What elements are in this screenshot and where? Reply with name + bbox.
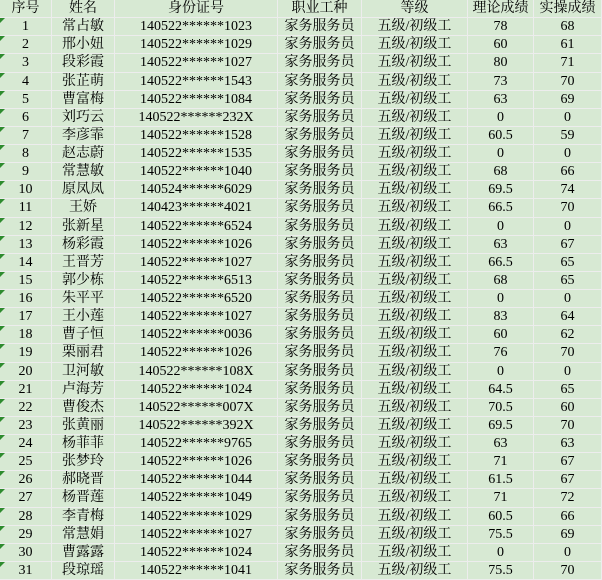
- id-number-cell[interactable]: 140522******1027: [115, 54, 278, 72]
- name-cell[interactable]: 邢小妞: [52, 36, 115, 54]
- serial-text: 24: [18, 436, 33, 452]
- serial-text: 23: [18, 417, 33, 433]
- serial-text: 25: [18, 454, 33, 470]
- practical-score-cell[interactable]: 67: [534, 236, 602, 254]
- serial-text: 3: [22, 55, 29, 71]
- practical-score-cell[interactable]: 72: [534, 489, 602, 507]
- serial-cell[interactable]: [0, 218, 52, 236]
- text-as-number-flag-icon: [0, 73, 5, 78]
- practical-score-cell[interactable]: 74: [534, 181, 602, 199]
- name-cell[interactable]: 郭少栋: [52, 272, 115, 290]
- id-number-cell[interactable]: 140522******1026: [115, 236, 278, 254]
- header-level[interactable]: 等级: [362, 0, 468, 18]
- level-cell[interactable]: 五级/初级工: [362, 526, 468, 544]
- id-number-cell[interactable]: 140522******0036: [115, 326, 278, 344]
- practical-score-cell[interactable]: 63: [534, 435, 602, 453]
- serial-text: 31: [18, 562, 33, 578]
- serial-cell[interactable]: [0, 181, 52, 199]
- text-as-number-flag-icon: [0, 508, 5, 513]
- occupation-cell[interactable]: 家务服务员: [278, 344, 362, 362]
- practical-score-cell[interactable]: 65: [534, 254, 602, 272]
- serial-cell[interactable]: [0, 109, 52, 127]
- level-cell[interactable]: 五级/初级工: [362, 36, 468, 54]
- id-number-cell[interactable]: 140522******1041: [115, 562, 278, 580]
- theory-score-cell[interactable]: 60.5: [468, 508, 534, 526]
- level-cell[interactable]: 五级/初级工: [362, 54, 468, 72]
- serial-cell[interactable]: [0, 308, 52, 326]
- practical-score-cell[interactable]: 0: [534, 544, 602, 562]
- serial-text: 29: [18, 526, 33, 542]
- practical-score-cell[interactable]: 0: [534, 218, 602, 236]
- text-as-number-flag-icon: [0, 18, 5, 23]
- serial-text: 6: [22, 109, 29, 125]
- theory-score-cell[interactable]: 0: [468, 109, 534, 127]
- text-as-number-flag-icon: [0, 381, 5, 386]
- practical-score-cell[interactable]: 67: [534, 453, 602, 471]
- name-cell[interactable]: 张新星: [52, 218, 115, 236]
- text-as-number-flag-icon: [0, 489, 5, 494]
- id-number-cell[interactable]: 140522******9765: [115, 435, 278, 453]
- level-cell[interactable]: 五级/初级工: [362, 91, 468, 109]
- id-number-cell[interactable]: 140522******1049: [115, 489, 278, 507]
- text-as-number-flag-icon: [0, 163, 5, 168]
- occupation-cell[interactable]: 家务服务员: [278, 526, 362, 544]
- practical-score-cell[interactable]: 66: [534, 508, 602, 526]
- theory-score-cell[interactable]: 69.5: [468, 417, 534, 435]
- practical-score-cell[interactable]: 70: [534, 562, 602, 580]
- id-number-cell[interactable]: 140522******1026: [115, 453, 278, 471]
- serial-text: 5: [22, 91, 29, 107]
- serial-cell[interactable]: [0, 399, 52, 417]
- id-number-cell[interactable]: 140522******6520: [115, 290, 278, 308]
- level-cell[interactable]: 五级/初级工: [362, 163, 468, 181]
- name-cell[interactable]: 杨菲菲: [52, 435, 115, 453]
- serial-cell[interactable]: [0, 562, 52, 580]
- text-as-number-flag-icon: [0, 453, 5, 458]
- occupation-cell[interactable]: 家务服务员: [278, 109, 362, 127]
- text-as-number-flag-icon: [0, 435, 5, 440]
- name-cell[interactable]: 李彦霏: [52, 127, 115, 145]
- serial-text: 4: [22, 73, 29, 89]
- occupation-cell[interactable]: 家务服务员: [278, 127, 362, 145]
- name-cell[interactable]: 张梦玲: [52, 453, 115, 471]
- serial-text: 11: [18, 200, 33, 216]
- occupation-cell[interactable]: 家务服务员: [278, 417, 362, 435]
- serial-cell[interactable]: [0, 290, 52, 308]
- practical-score-cell[interactable]: 60: [534, 399, 602, 417]
- occupation-cell[interactable]: 家务服务员: [278, 218, 362, 236]
- name-cell[interactable]: 杨彩霞: [52, 236, 115, 254]
- level-cell[interactable]: 五级/初级工: [362, 73, 468, 91]
- text-as-number-flag-icon: [0, 127, 5, 132]
- text-as-number-flag-icon: [0, 218, 5, 223]
- level-cell[interactable]: 五级/初级工: [362, 544, 468, 562]
- level-cell[interactable]: 五级/初级工: [362, 127, 468, 145]
- serial-cell[interactable]: [0, 18, 52, 36]
- practical-score-cell[interactable]: 70: [534, 73, 602, 91]
- serial-cell[interactable]: [0, 199, 52, 217]
- serial-cell[interactable]: [0, 127, 52, 145]
- occupation-cell[interactable]: 家务服务员: [278, 199, 362, 217]
- serial-cell[interactable]: [0, 145, 52, 163]
- id-number-cell[interactable]: 140522******1029: [115, 508, 278, 526]
- theory-score-cell[interactable]: 63: [468, 236, 534, 254]
- theory-score-cell[interactable]: 80: [468, 54, 534, 72]
- serial-text: 28: [18, 508, 33, 524]
- header-occupation[interactable]: 职业工种: [278, 0, 362, 18]
- id-number-cell[interactable]: 140522******1027: [115, 308, 278, 326]
- practical-score-cell[interactable]: 71: [534, 54, 602, 72]
- serial-cell[interactable]: [0, 544, 52, 562]
- text-as-number-flag-icon: [0, 109, 5, 114]
- occupation-cell[interactable]: 家务服务员: [278, 163, 362, 181]
- text-as-number-flag-icon: [0, 54, 5, 59]
- text-as-number-flag-icon: [0, 199, 5, 204]
- serial-cell[interactable]: [0, 526, 52, 544]
- occupation-cell[interactable]: 家务服务员: [278, 471, 362, 489]
- occupation-cell[interactable]: 家务服务员: [278, 489, 362, 507]
- occupation-cell[interactable]: 家务服务员: [278, 326, 362, 344]
- level-cell[interactable]: 五级/初级工: [362, 344, 468, 362]
- practical-score-cell[interactable]: 0: [534, 363, 602, 381]
- theory-score-cell[interactable]: 68: [468, 272, 534, 290]
- id-number-cell[interactable]: 140522******1044: [115, 471, 278, 489]
- serial-text: 15: [18, 272, 33, 288]
- name-cell[interactable]: 曹子恒: [52, 326, 115, 344]
- theory-score-cell[interactable]: 63: [468, 435, 534, 453]
- name-cell[interactable]: 张黄丽: [52, 417, 115, 435]
- serial-text: 16: [18, 291, 33, 307]
- id-number-cell[interactable]: 140522******6513: [115, 272, 278, 290]
- occupation-cell[interactable]: 家务服务员: [278, 272, 362, 290]
- serial-cell[interactable]: [0, 489, 52, 507]
- serial-text: 8: [22, 146, 29, 162]
- theory-score-cell[interactable]: 64.5: [468, 381, 534, 399]
- occupation-cell[interactable]: 家务服务员: [278, 381, 362, 399]
- serial-cell[interactable]: [0, 417, 52, 435]
- serial-cell[interactable]: [0, 344, 52, 362]
- serial-text: 19: [18, 345, 33, 361]
- text-as-number-flag-icon: [0, 471, 5, 476]
- theory-score-cell[interactable]: 71: [468, 453, 534, 471]
- theory-score-cell[interactable]: 70.5: [468, 399, 534, 417]
- id-number-cell[interactable]: 140522******232X: [115, 109, 278, 127]
- practical-score-cell[interactable]: 62: [534, 326, 602, 344]
- theory-score-cell[interactable]: 60.5: [468, 127, 534, 145]
- id-number-cell[interactable]: 140524******6029: [115, 181, 278, 199]
- text-as-number-flag-icon: [0, 417, 5, 422]
- text-as-number-flag-icon: [0, 91, 5, 96]
- level-cell[interactable]: 五级/初级工: [362, 399, 468, 417]
- occupation-cell[interactable]: 家务服务员: [278, 181, 362, 199]
- id-number-cell[interactable]: 140522******1023: [115, 18, 278, 36]
- level-cell[interactable]: 五级/初级工: [362, 181, 468, 199]
- theory-score-cell[interactable]: 0: [468, 290, 534, 308]
- id-number-cell[interactable]: 140522******1024: [115, 381, 278, 399]
- level-cell[interactable]: 五级/初级工: [362, 109, 468, 127]
- occupation-cell[interactable]: 家务服务员: [278, 562, 362, 580]
- practical-score-cell[interactable]: 66: [534, 163, 602, 181]
- occupation-cell[interactable]: 家务服务员: [278, 399, 362, 417]
- theory-score-cell[interactable]: 66.5: [468, 254, 534, 272]
- serial-text: 12: [18, 218, 33, 234]
- occupation-cell[interactable]: 家务服务员: [278, 290, 362, 308]
- level-cell[interactable]: 五级/初级工: [362, 508, 468, 526]
- name-cell[interactable]: 赵志蔚: [52, 145, 115, 163]
- level-cell[interactable]: 五级/初级工: [362, 254, 468, 272]
- serial-cell[interactable]: [0, 236, 52, 254]
- header-practical-score[interactable]: 实操成绩: [534, 0, 602, 18]
- name-cell[interactable]: 曹露露: [52, 544, 115, 562]
- serial-text: 13: [18, 236, 33, 252]
- id-number-cell[interactable]: 140423******4021: [115, 199, 278, 217]
- practical-score-cell[interactable]: 69: [534, 91, 602, 109]
- serial-cell[interactable]: [0, 508, 52, 526]
- serial-text: 18: [18, 327, 33, 343]
- theory-score-cell[interactable]: 76: [468, 344, 534, 362]
- text-as-number-flag-icon: [0, 363, 5, 368]
- id-number-cell[interactable]: 140522******007X: [115, 399, 278, 417]
- text-as-number-flag-icon: [0, 344, 5, 349]
- occupation-cell[interactable]: 家务服务员: [278, 308, 362, 326]
- serial-text: 26: [18, 472, 33, 488]
- occupation-cell[interactable]: 家务服务员: [278, 91, 362, 109]
- header-theory-score[interactable]: 理论成绩: [468, 0, 534, 18]
- serial-text: 30: [18, 544, 33, 560]
- practical-score-cell[interactable]: 70: [534, 417, 602, 435]
- practical-score-cell[interactable]: 0: [534, 145, 602, 163]
- theory-score-cell[interactable]: 60: [468, 36, 534, 54]
- occupation-cell[interactable]: 家务服务员: [278, 54, 362, 72]
- id-number-cell[interactable]: 140522******1026: [115, 344, 278, 362]
- id-number-cell[interactable]: 140522******1029: [115, 36, 278, 54]
- name-cell[interactable]: 段琼瑶: [52, 562, 115, 580]
- theory-score-cell[interactable]: 75.5: [468, 562, 534, 580]
- serial-cell[interactable]: [0, 272, 52, 290]
- practical-score-cell[interactable]: 59: [534, 127, 602, 145]
- text-as-number-flag-icon: [0, 526, 5, 531]
- serial-text: 20: [18, 363, 33, 379]
- serial-cell[interactable]: [0, 381, 52, 399]
- name-cell[interactable]: 王晋芳: [52, 254, 115, 272]
- practical-score-cell[interactable]: 65: [534, 381, 602, 399]
- level-cell[interactable]: 五级/初级工: [362, 381, 468, 399]
- level-cell[interactable]: 五级/初级工: [362, 489, 468, 507]
- serial-text: 7: [22, 127, 29, 143]
- practical-score-cell[interactable]: 64: [534, 308, 602, 326]
- occupation-cell[interactable]: 家务服务员: [278, 236, 362, 254]
- theory-score-cell[interactable]: 69.5: [468, 181, 534, 199]
- occupation-cell[interactable]: 家务服务员: [278, 453, 362, 471]
- serial-cell[interactable]: [0, 471, 52, 489]
- id-number-cell[interactable]: 140522******392X: [115, 417, 278, 435]
- level-cell[interactable]: 五级/初级工: [362, 199, 468, 217]
- text-as-number-flag-icon: [0, 544, 5, 549]
- occupation-cell[interactable]: 家务服务员: [278, 18, 362, 36]
- id-number-cell[interactable]: 140522******1040: [115, 163, 278, 181]
- practical-score-cell[interactable]: 65: [534, 272, 602, 290]
- theory-score-cell[interactable]: 0: [468, 544, 534, 562]
- level-cell[interactable]: 五级/初级工: [362, 218, 468, 236]
- serial-cell[interactable]: [0, 73, 52, 91]
- header-id-number[interactable]: 身份证号: [115, 0, 278, 18]
- text-as-number-flag-icon: [0, 562, 5, 567]
- serial-text: 17: [18, 309, 33, 325]
- name-cell[interactable]: 朱平平: [52, 290, 115, 308]
- serial-text: 22: [18, 399, 33, 415]
- theory-score-cell[interactable]: 71: [468, 489, 534, 507]
- theory-score-cell[interactable]: 68: [468, 163, 534, 181]
- name-cell[interactable]: 李青梅: [52, 508, 115, 526]
- serial-text: 14: [18, 254, 33, 270]
- level-cell[interactable]: 五级/初级工: [362, 471, 468, 489]
- theory-score-cell[interactable]: 0: [468, 363, 534, 381]
- serial-text: 21: [18, 381, 33, 397]
- name-cell[interactable]: 常慧敏: [52, 163, 115, 181]
- theory-score-cell[interactable]: 66.5: [468, 199, 534, 217]
- name-cell[interactable]: 卫河敏: [52, 363, 115, 381]
- serial-cell[interactable]: [0, 163, 52, 181]
- level-cell[interactable]: 五级/初级工: [362, 363, 468, 381]
- id-number-cell[interactable]: 140522******1027: [115, 526, 278, 544]
- id-number-cell[interactable]: 140522******1024: [115, 544, 278, 562]
- name-cell[interactable]: 王小莲: [52, 308, 115, 326]
- level-cell[interactable]: 五级/初级工: [362, 236, 468, 254]
- name-cell[interactable]: 常慧娟: [52, 526, 115, 544]
- practical-score-cell[interactable]: 61: [534, 36, 602, 54]
- id-number-cell[interactable]: 140522******1543: [115, 73, 278, 91]
- name-cell[interactable]: 张芷萌: [52, 73, 115, 91]
- serial-cell[interactable]: [0, 91, 52, 109]
- serial-text: 27: [18, 490, 33, 506]
- level-cell[interactable]: 五级/初级工: [362, 18, 468, 36]
- text-as-number-flag-icon: [0, 326, 5, 331]
- text-as-number-flag-icon: [0, 399, 5, 404]
- id-number-cell[interactable]: 140522******1535: [115, 145, 278, 163]
- serial-cell[interactable]: [0, 435, 52, 453]
- text-as-number-flag-icon: [0, 290, 5, 295]
- text-as-number-flag-icon: [0, 145, 5, 150]
- header-name[interactable]: 姓名: [52, 0, 115, 18]
- serial-cell[interactable]: [0, 326, 52, 344]
- theory-score-cell[interactable]: 63: [468, 91, 534, 109]
- theory-score-cell[interactable]: 78: [468, 18, 534, 36]
- level-cell[interactable]: 五级/初级工: [362, 453, 468, 471]
- text-as-number-flag-icon: [0, 36, 5, 41]
- practical-score-cell[interactable]: 0: [534, 109, 602, 127]
- name-cell[interactable]: 王娇: [52, 199, 115, 217]
- id-number-cell[interactable]: 140522******108X: [115, 363, 278, 381]
- theory-score-cell[interactable]: 0: [468, 145, 534, 163]
- serial-cell[interactable]: [0, 36, 52, 54]
- level-cell[interactable]: 五级/初级工: [362, 562, 468, 580]
- practical-score-cell[interactable]: 67: [534, 471, 602, 489]
- id-number-cell[interactable]: 140522******6524: [115, 218, 278, 236]
- level-cell[interactable]: 五级/初级工: [362, 417, 468, 435]
- level-cell[interactable]: 五级/初级工: [362, 290, 468, 308]
- name-cell[interactable]: 曹富梅: [52, 91, 115, 109]
- id-number-cell[interactable]: 140522******1528: [115, 127, 278, 145]
- occupation-cell[interactable]: 家务服务员: [278, 363, 362, 381]
- serial-cell[interactable]: [0, 363, 52, 381]
- text-as-number-flag-icon: [0, 308, 5, 313]
- id-number-cell[interactable]: 140522******1027: [115, 254, 278, 272]
- name-cell[interactable]: 郝晓晋: [52, 471, 115, 489]
- level-cell[interactable]: 五级/初级工: [362, 308, 468, 326]
- practical-score-cell[interactable]: 69: [534, 526, 602, 544]
- id-number-cell[interactable]: 140522******1084: [115, 91, 278, 109]
- theory-score-cell[interactable]: 75.5: [468, 526, 534, 544]
- theory-score-cell[interactable]: 60: [468, 326, 534, 344]
- name-cell[interactable]: 常占敏: [52, 18, 115, 36]
- serial-cell[interactable]: [0, 254, 52, 272]
- name-cell[interactable]: 段彩霞: [52, 54, 115, 72]
- occupation-cell[interactable]: 家务服务员: [278, 254, 362, 272]
- occupation-cell[interactable]: 家务服务员: [278, 36, 362, 54]
- theory-score-cell[interactable]: 73: [468, 73, 534, 91]
- name-cell[interactable]: 曹俊杰: [52, 399, 115, 417]
- theory-score-cell[interactable]: 61.5: [468, 471, 534, 489]
- theory-score-cell[interactable]: 0: [468, 218, 534, 236]
- occupation-cell[interactable]: 家务服务员: [278, 544, 362, 562]
- occupation-cell[interactable]: 家务服务员: [278, 435, 362, 453]
- text-as-number-flag-icon: [0, 181, 5, 186]
- level-cell[interactable]: 五级/初级工: [362, 272, 468, 290]
- practical-score-cell[interactable]: 70: [534, 344, 602, 362]
- text-as-number-flag-icon: [0, 254, 5, 259]
- serial-text: 1: [22, 19, 29, 35]
- theory-score-cell[interactable]: 83: [468, 308, 534, 326]
- text-as-number-flag-icon: [0, 236, 5, 241]
- level-cell[interactable]: 五级/初级工: [362, 326, 468, 344]
- practical-score-cell[interactable]: 70: [534, 199, 602, 217]
- text-as-number-flag-icon: [0, 272, 5, 277]
- serial-text: 2: [22, 37, 29, 53]
- occupation-cell[interactable]: 家务服务员: [278, 73, 362, 91]
- practical-score-cell[interactable]: 0: [534, 290, 602, 308]
- name-cell[interactable]: 栗丽君: [52, 344, 115, 362]
- serial-text: 9: [22, 164, 29, 180]
- serial-cell[interactable]: [0, 54, 52, 72]
- serial-cell[interactable]: [0, 453, 52, 471]
- name-cell[interactable]: 杨晋莲: [52, 489, 115, 507]
- header-serial[interactable]: 序号: [0, 0, 52, 18]
- name-cell[interactable]: 刘巧云: [52, 109, 115, 127]
- name-cell[interactable]: 卢海芳: [52, 381, 115, 399]
- occupation-cell[interactable]: 家务服务员: [278, 145, 362, 163]
- practical-score-cell[interactable]: 68: [534, 18, 602, 36]
- name-cell[interactable]: 原凤凤: [52, 181, 115, 199]
- occupation-cell[interactable]: 家务服务员: [278, 508, 362, 526]
- level-cell[interactable]: 五级/初级工: [362, 435, 468, 453]
- serial-text: 10: [18, 182, 33, 198]
- level-cell[interactable]: 五级/初级工: [362, 145, 468, 163]
